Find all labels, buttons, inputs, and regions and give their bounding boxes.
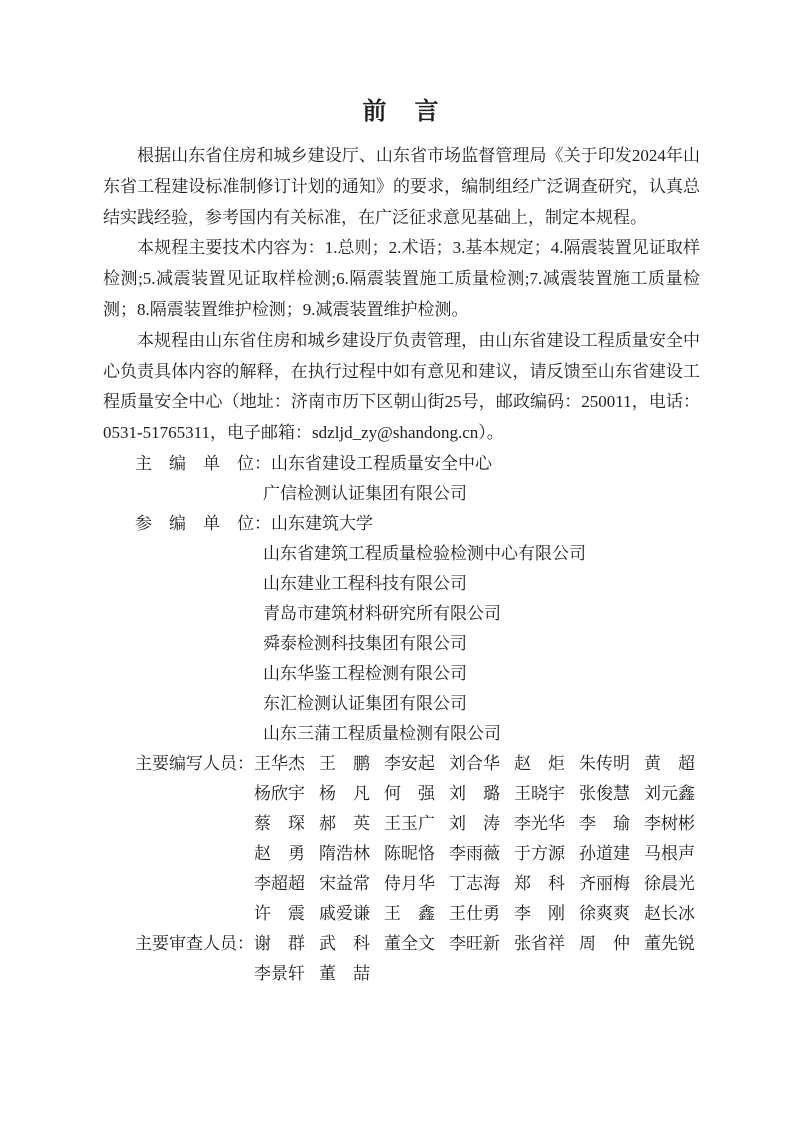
person-name: 王仕勇	[449, 903, 500, 923]
co-editor-section-label	[135, 659, 263, 689]
person-name: 李超超	[254, 873, 305, 893]
unit-row	[103, 539, 700, 569]
person-name: 马根声	[644, 843, 695, 863]
unit-name: 山东三蒲工程质量检测有限公司	[263, 723, 501, 743]
person-name: 李树彬	[644, 813, 695, 833]
unit-row	[103, 719, 700, 749]
person-name: 郝 英	[319, 813, 370, 833]
unit-row	[103, 689, 700, 719]
person-name: 杨欣宇	[254, 783, 305, 803]
writers-section	[103, 749, 700, 929]
chief-editor-section-label: 主 编 单 位：	[135, 453, 271, 473]
person-name: 孙道建	[579, 843, 630, 863]
writers-rows	[254, 749, 700, 929]
unit-name: 青岛市建筑材料研究所有限公司	[263, 603, 501, 623]
unit-row	[103, 629, 700, 659]
person-name: 刘合华	[449, 753, 500, 773]
person-name: 谢 群	[254, 933, 305, 953]
co-editor-section-label	[135, 629, 263, 659]
co-editor-section-label	[135, 539, 263, 569]
person-name: 陈昵恪	[384, 843, 435, 863]
unit-row	[103, 449, 700, 479]
chief-editor-section	[103, 449, 700, 509]
unit-row	[103, 569, 700, 599]
unit-row	[103, 599, 700, 629]
name-row	[254, 929, 700, 959]
person-name: 齐丽梅	[579, 873, 630, 893]
paragraph: 本规程主要技术内容为：1.总则；2.术语；3.基本规定；4.隔震装置见证取样检测;5.减震装置见证取样检测;6.隔震装置施工质量检测;7.减震装置施工质量检测；8.隔震装置维护检测；9.减震装置维护检测。	[103, 238, 700, 319]
writers-label: 主要编写人员：	[135, 753, 254, 773]
person-name: 赵长冰	[644, 903, 695, 923]
person-name: 李景轩	[254, 963, 305, 983]
person-name: 周 仲	[579, 933, 630, 953]
co-editor-section-label	[135, 569, 263, 599]
preface-content	[103, 95, 700, 989]
name-row	[254, 749, 700, 779]
person-name: 李雨薇	[449, 843, 500, 863]
reviewers-section	[103, 929, 700, 989]
name-row	[254, 809, 700, 839]
person-name: 刘元鑫	[644, 783, 695, 803]
person-name: 戚爱谦	[319, 903, 370, 923]
person-name: 郑 科	[514, 873, 565, 893]
person-name: 侍月华	[384, 873, 435, 893]
person-name: 刘 璐	[449, 783, 500, 803]
person-name: 王玉广	[384, 813, 435, 833]
person-name: 李 刚	[514, 903, 565, 923]
person-name: 王华杰	[254, 753, 305, 773]
unit-row	[103, 659, 700, 689]
person-name: 赵 勇	[254, 843, 305, 863]
unit-name: 山东省建设工程质量安全中心	[271, 453, 492, 473]
reviewers-rows	[254, 929, 700, 989]
person-name: 黄 超	[644, 753, 695, 773]
person-name: 丁志海	[449, 873, 500, 893]
person-name: 张省祥	[514, 933, 565, 953]
person-name: 王 鹏	[319, 753, 370, 773]
unit-name: 舜泰检测科技集团有限公司	[263, 633, 467, 653]
person-name: 李光华	[514, 813, 565, 833]
paragraph: 根据山东省住房和城乡建设厅、山东省市场监督管理局《关于印发2024年山东省工程建设标准制修订计划的通知》的要求，编制组经广泛调查研究，认真总结实践经验，参考国内有关标准，在广泛征求意见基础上，制定本规程。	[103, 146, 700, 227]
person-name: 王 鑫	[384, 903, 435, 923]
person-name: 杨 凡	[319, 783, 370, 803]
unit-row	[103, 479, 700, 509]
person-name: 蔡 琛	[254, 813, 305, 833]
unit-name: 山东建业工程科技有限公司	[263, 573, 467, 593]
co-editor-section-label: 参 编 单 位：	[135, 513, 271, 533]
person-name: 董全文	[384, 933, 435, 953]
paragraphs	[103, 141, 700, 449]
co-editor-section	[103, 509, 700, 749]
unit-name: 山东省建筑工程质量检验检测中心有限公司	[263, 543, 586, 563]
unit-name: 山东建筑大学	[271, 513, 373, 533]
person-name: 王晓宇	[514, 783, 565, 803]
reviewers-label: 主要审查人员：	[135, 933, 254, 953]
person-name: 徐晨光	[644, 873, 695, 893]
co-editor-section-label	[135, 689, 263, 719]
person-name: 李旺新	[449, 933, 500, 953]
person-name: 何 强	[384, 783, 435, 803]
paragraph: 本规程由山东省住房和城乡建设厅负责管理，由山东省建设工程质量安全中心负责具体内容的解释，在执行过程中如有意见和建议，请反馈至山东省建设工程质量安全中心（地址：济南市历下区朝山街25号，邮政编码：250011，电话：0531-51765311，电子邮箱：sdzljd_zy@shandong.cn）。	[103, 330, 700, 443]
person-name: 隋浩林	[319, 843, 370, 863]
person-name: 董先锐	[644, 933, 695, 953]
unit-name: 东汇检测认证集团有限公司	[263, 693, 467, 713]
name-row	[254, 869, 700, 899]
person-name: 徐爽爽	[579, 903, 630, 923]
page-title: 前 言	[362, 99, 441, 125]
person-name: 李安起	[384, 753, 435, 773]
person-name: 张俊慧	[579, 783, 630, 803]
unit-row	[103, 509, 700, 539]
person-name: 许 震	[254, 903, 305, 923]
chief-editor-section-label	[135, 479, 263, 509]
person-name: 武 科	[319, 933, 370, 953]
name-row	[254, 899, 700, 929]
person-name: 于方源	[514, 843, 565, 863]
co-editor-section-label	[135, 719, 263, 749]
unit-name: 广信检测认证集团有限公司	[263, 483, 467, 503]
co-editor-section-label	[135, 599, 263, 629]
person-name: 董 喆	[319, 963, 370, 983]
person-name: 李 瑜	[579, 813, 630, 833]
unit-name: 山东华鉴工程检测有限公司	[263, 663, 467, 683]
name-row	[254, 959, 700, 989]
person-name: 宋益常	[319, 873, 370, 893]
name-row	[254, 839, 700, 869]
person-name: 赵 炬	[514, 753, 565, 773]
name-row	[254, 779, 700, 809]
person-name: 刘 涛	[449, 813, 500, 833]
person-name: 朱传明	[579, 753, 630, 773]
